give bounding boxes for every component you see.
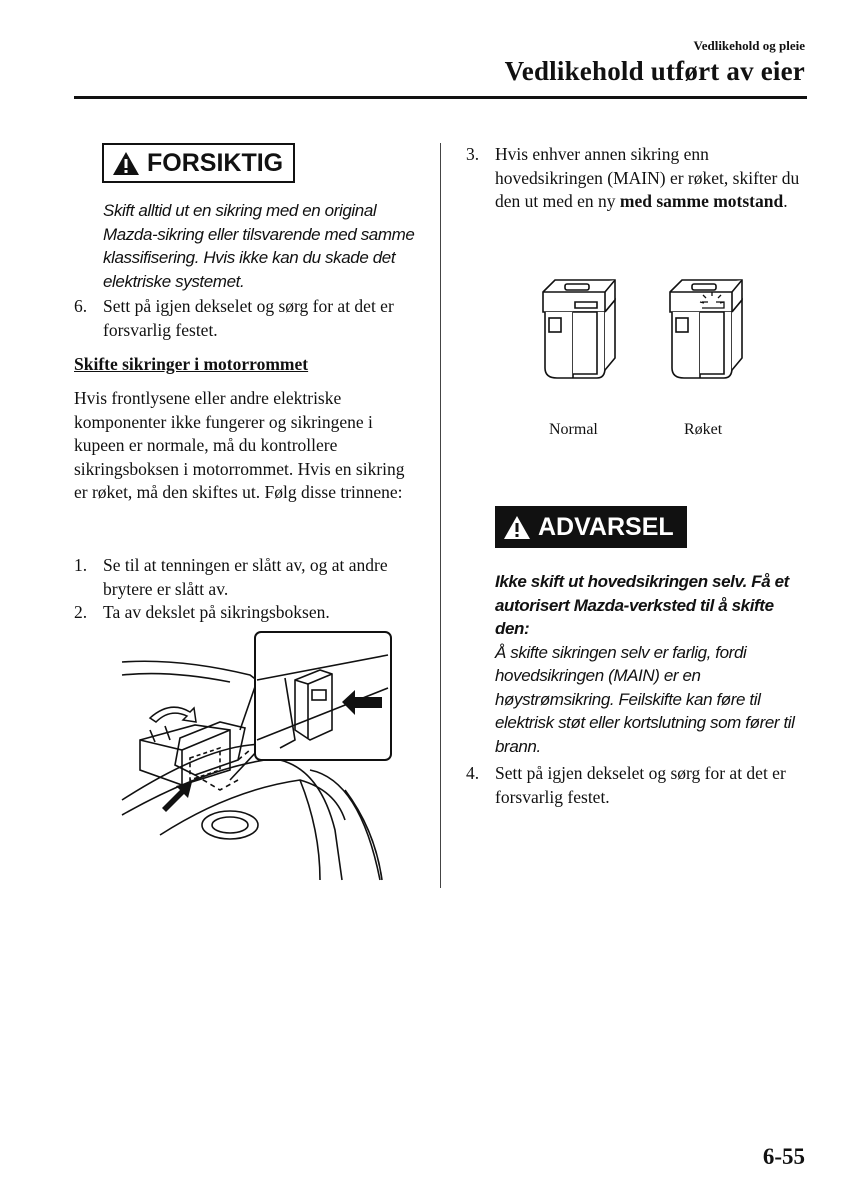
- warning-label: ADVARSEL: [538, 512, 674, 541]
- step-text: Ta av dekslet på sikringsboksen.: [103, 602, 330, 622]
- section-label: Vedlikehold og pleie: [693, 38, 805, 53]
- steps-list: [74, 554, 419, 625]
- fuse-normal-label: Normal: [549, 421, 598, 438]
- step-text: Hvis enhver annen sikring enn hovedsikringen (MAIN) er røket, skifter du den ut med en ny med samme motstand.: [495, 144, 800, 211]
- warning-box: [495, 506, 687, 548]
- step-number: 3.: [466, 144, 480, 164]
- step-number: 4.: [466, 763, 480, 783]
- warning-triangle-icon: [503, 515, 531, 540]
- warning-body-text: Å skifte sikringen selv er farlig, fordi hovedsikringen (MAIN) er en høystrømsikring. Feilskifte kan føre til elektrisk støt eller kortslutning som fører til brann.: [495, 642, 795, 756]
- page-title: Vedlikehold utført av eier: [504, 56, 805, 86]
- caution-box: [102, 143, 295, 183]
- step-text: Sett på igjen dekselet og sørg for at det er forsvarlig festet.: [103, 296, 394, 340]
- fuse-normal-illustration: [535, 278, 623, 384]
- list-item: [74, 554, 419, 601]
- fuse-box-cover-illustration: [120, 630, 400, 885]
- fuse-blown-label: Røket: [684, 421, 723, 438]
- warning-triangle-icon: [112, 151, 140, 176]
- page-number: 6-55: [762, 1144, 805, 1169]
- step-text: Sett på igjen dekselet og sørg for at det er forsvarlig festet.: [495, 763, 786, 807]
- fuse-blown-illustration: [662, 278, 750, 384]
- step-number: 2.: [74, 602, 88, 622]
- warning-bold-text: Ikke skift ut hovedsikringen selv. Få et autorisert Mazda-verksted til å skifte den:: [495, 572, 789, 638]
- caution-text: Skift alltid ut en sikring med en original Mazda-sikring eller tilsvarende med samme klassifisering. Hvis ikke kan du skade det elektriske systemet.: [103, 201, 415, 291]
- subheading: Skifte sikringer i motorrommet: [74, 354, 309, 374]
- step-6: [74, 295, 419, 342]
- list-item: [74, 601, 419, 625]
- step-number: 6.: [74, 296, 88, 316]
- step-number: 1.: [74, 555, 88, 575]
- header-rule: [74, 96, 807, 99]
- intro-paragraph: Hvis frontlysene eller andre elektriske komponenter ikke fungerer og sikringene i kupeen er normale, må du kontrollere sikringsboksen i motorrommet. Hvis en sikring er røket, må den skiftes ut. Følg disse trinnene:: [74, 388, 405, 502]
- step-text: Se til at tenningen er slått av, og at andre brytere er slått av.: [103, 555, 388, 599]
- step-emphasis: med samme motstand: [619, 191, 784, 211]
- step-3: [466, 143, 806, 214]
- column-divider: [440, 143, 441, 888]
- caution-label: FORSIKTIG: [147, 148, 284, 177]
- warning-text: [495, 570, 807, 758]
- step-4: [466, 762, 811, 809]
